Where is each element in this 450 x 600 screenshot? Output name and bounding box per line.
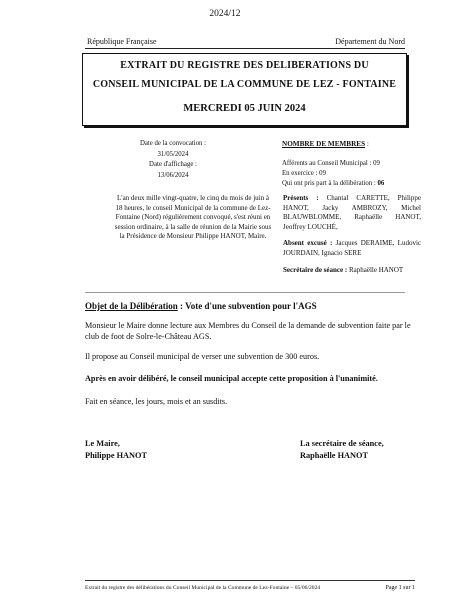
members-title	[282, 139, 412, 149]
signature-maire	[85, 438, 147, 461]
secretaire-role: La secrétaire de séance,	[300, 439, 384, 448]
participe-label: Qui ont pris part à la délibération :	[282, 180, 378, 187]
presents-value: Chantal CARETTE, Philippe HANOT, Jacky AMBROZY, Michel BLAUWBLOMME, Raphaëlle HANOT, Jeoffrey LOUCHÉ,	[283, 194, 421, 231]
members-exercice	[282, 169, 412, 179]
meeting-date: MERCREDI 05 JUIN 2024	[183, 103, 306, 114]
paragraph-decision: Après en avoir délibéré, le conseil municipal accepte cette proposition à l'unanimité.	[85, 374, 378, 383]
objet-label: Objet de la Délibération	[85, 301, 178, 311]
convocation-value: 31/05/2024	[157, 150, 189, 158]
afferents-value: 09	[373, 160, 380, 167]
page-footer	[85, 585, 415, 591]
secretaire-line	[283, 266, 421, 276]
members-afferents	[282, 159, 412, 169]
paragraph-fait: Fait en séance, les jours, mois et an susdits.	[85, 397, 228, 406]
header-left: République Française	[87, 37, 157, 46]
footer-divider	[85, 580, 415, 581]
objet-text: : Vote d'une subvention pour l'AGS	[177, 301, 317, 311]
header-right: Département du Nord	[335, 37, 405, 46]
title-line-1: EXTRAIT DU REGISTRE DES DELIBERATIONS DU	[120, 60, 369, 71]
affichage-value: 13/06/2024	[157, 171, 189, 179]
absent-label: Absent excusé :	[283, 239, 333, 248]
secretaire-label: Secrétaire de séance :	[283, 265, 348, 274]
members-title-suffix: :	[365, 140, 369, 148]
document-reference: 2024/12	[209, 9, 241, 19]
presence-block	[283, 194, 421, 282]
members-block	[282, 139, 412, 189]
absent-value: Jacques DERAIME, Ludovic JOURDAIN, Ignacio SERE	[283, 239, 421, 257]
body-divider	[85, 292, 405, 293]
title-box	[82, 53, 407, 126]
exercice-label: En exercice :	[282, 170, 320, 177]
title-line-2: CONSEIL MUNICIPAL DE LA COMMUNE DE LEZ - FONTAINE	[92, 79, 397, 90]
secretaire-value: Raphaëlle HANOT	[347, 265, 404, 274]
exercice-value: 09	[319, 170, 326, 177]
paragraph-lecture: Monsieur le Maire donne lecture aux Membres du Conseil de la demande de subvention faite par le club de foot de Solre-le-Château AGS.	[85, 321, 411, 341]
participe-value: 06	[377, 180, 385, 187]
intro-paragraph: L'an deux mille vingt-quatre, le cinq du mois de juin à 18 heures, le conseil Municipal de la commune de Lez-Fontaine (Nord) régulièrement convoqué, s'est réuni en session ordinaire, à la salle de réunion de la Mairie sous la Présidence de Monsieur Philippe HANOT, Maire.	[114, 194, 272, 241]
presents-label: Présents :	[283, 194, 319, 202]
members-title-text: NOMBRE DE MEMBRES	[282, 140, 366, 148]
afferents-label: Afférents au Conseil Municipal :	[282, 160, 374, 167]
dates-block	[113, 139, 233, 181]
convocation-label: Date de la convocation :	[139, 140, 207, 147]
header-divider	[85, 48, 405, 49]
page-number: Page 1 sur 1	[385, 585, 415, 591]
absent-line	[283, 239, 421, 258]
footer-text: Extrait du registre des délibérations du Conseil Municipal de la Commune de Lez-Fontaine – 05/06/2024	[85, 585, 321, 591]
maire-role: Le Maire,	[85, 439, 120, 448]
maire-name: Philippe HANOT	[85, 450, 148, 460]
paragraph-proposition: Il propose au Conseil municipal de verser une subvention de 300 euros.	[85, 352, 320, 361]
affichage-label: Date d'affichage :	[149, 161, 197, 168]
signature-secretaire	[300, 438, 384, 461]
objet-line	[85, 301, 415, 311]
members-participe	[282, 179, 412, 189]
secretaire-name: Raphaëlle HANOT	[300, 450, 368, 460]
presents-line	[283, 194, 421, 232]
